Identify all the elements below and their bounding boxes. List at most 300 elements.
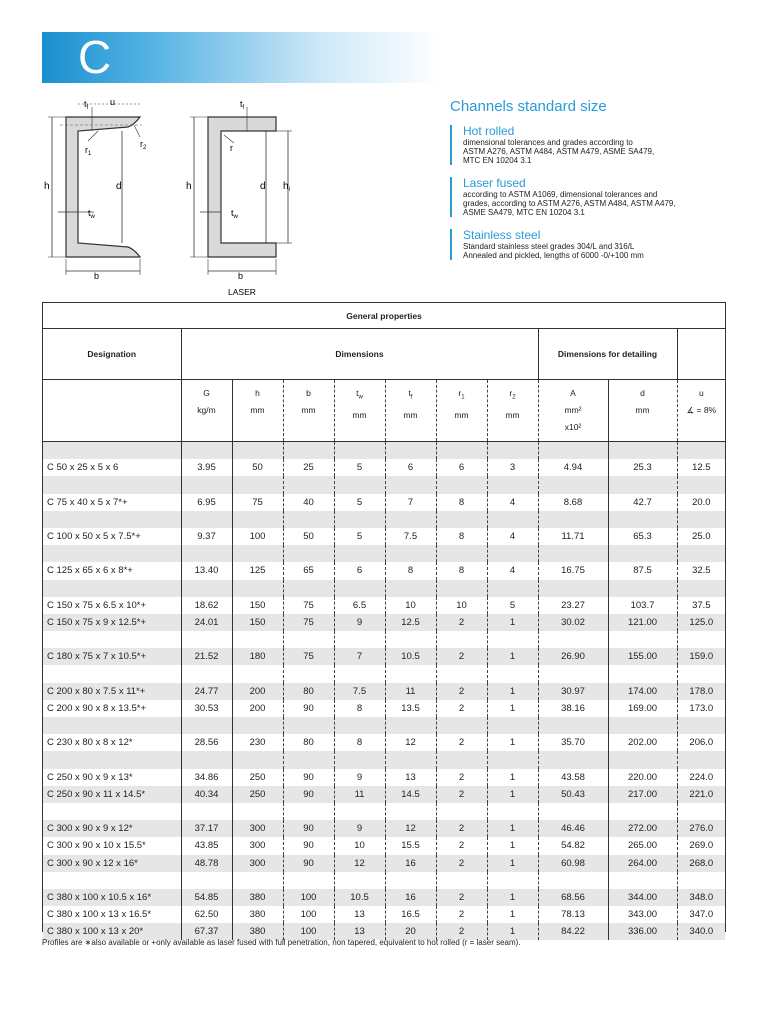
- spacer-cell: [283, 751, 334, 768]
- value-cell: 54.82: [538, 837, 608, 854]
- hot-rolled-profile-shape: [66, 117, 140, 257]
- spacer-cell: [232, 545, 283, 562]
- value-cell: 13: [385, 769, 436, 786]
- value-cell: 16: [385, 889, 436, 906]
- spacer-cell: [677, 717, 725, 734]
- value-cell: 38.16: [538, 700, 608, 717]
- value-cell: 155.00: [608, 648, 677, 665]
- label-d-left: d: [116, 181, 122, 192]
- designation-cell: C 200 x 90 x 8 x 13.5*+: [47, 702, 147, 714]
- info-block: [450, 125, 740, 165]
- info-block-heading: Stainless steel: [463, 228, 541, 242]
- value-cell: 343.00: [608, 906, 677, 923]
- value-cell: 43.85: [181, 837, 232, 854]
- value-cell: 16: [385, 855, 436, 872]
- spacer-cell: [43, 665, 181, 682]
- spacer-cell: [487, 717, 538, 734]
- designation-header: Designation: [43, 329, 181, 380]
- label-tf-left: $t_f$: [84, 99, 89, 111]
- spacer-cell: [385, 631, 436, 648]
- spacer-cell: [334, 631, 385, 648]
- value-cell: 150: [232, 597, 283, 614]
- unit-label: kg/m: [197, 405, 216, 415]
- spacer-cell: [538, 476, 608, 493]
- spacer-cell: [487, 803, 538, 820]
- label-r-right: r: [230, 143, 233, 153]
- value-cell: 276.0: [677, 820, 725, 837]
- spacer-cell: [677, 665, 725, 682]
- table-row: [43, 528, 725, 545]
- value-cell: 2: [436, 837, 487, 854]
- spacer-cell: [538, 751, 608, 768]
- value-cell: 10: [436, 597, 487, 614]
- spacer-row: [43, 580, 725, 597]
- value-cell: 62.50: [181, 906, 232, 923]
- designation-cell: C 150 x 75 x 6.5 x 10*+: [47, 599, 147, 611]
- info-block-line: MTC EN 10204 3.1: [463, 156, 532, 165]
- unit-header-cell: [181, 380, 232, 442]
- info-block-heading: Laser fused: [463, 176, 526, 190]
- spacer-cell: [436, 545, 487, 562]
- spacer-cell: [608, 631, 677, 648]
- label-r1: $r_1$: [85, 145, 92, 157]
- value-cell: 4.94: [538, 459, 608, 476]
- value-cell: 20: [385, 923, 436, 940]
- value-cell: 206.0: [677, 734, 725, 751]
- value-cell: 9: [334, 769, 385, 786]
- designation-cell: C 300 x 90 x 10 x 15.5*: [47, 840, 146, 852]
- value-cell: 348.0: [677, 889, 725, 906]
- spacer-row: [43, 511, 725, 528]
- spacer-cell: [436, 751, 487, 768]
- label-hi-right: $h_i$: [283, 181, 290, 193]
- spacer-cell: [181, 803, 232, 820]
- spacer-cell: [677, 511, 725, 528]
- spacer-cell: [43, 717, 181, 734]
- value-cell: 43.58: [538, 769, 608, 786]
- table-row: [43, 700, 725, 717]
- spacer-cell: [677, 631, 725, 648]
- spacer-cell: [677, 803, 725, 820]
- section-letter: C: [78, 31, 112, 83]
- units-row: [43, 380, 725, 442]
- value-cell: 12.5: [385, 614, 436, 631]
- spacer-cell: [385, 476, 436, 493]
- info-block-line: Annealed and pickled, lengths of 6000 -0/+100 mm: [463, 251, 644, 260]
- value-cell: 5: [334, 528, 385, 545]
- spacer-cell: [43, 803, 181, 820]
- value-cell: 230: [232, 734, 283, 751]
- unit-symbol: $t_w$: [356, 388, 363, 401]
- spacer-row: [43, 751, 725, 768]
- unit-symbol: h: [255, 388, 260, 398]
- value-cell: 7.5: [385, 528, 436, 545]
- value-cell: 30.02: [538, 614, 608, 631]
- spacer-cell: [232, 580, 283, 597]
- label-r2: $r_2$: [140, 139, 147, 151]
- unit-symbol: d: [640, 388, 645, 398]
- designation-cell: C 250 x 90 x 11 x 14.5*: [43, 786, 181, 803]
- value-cell: 37.5: [677, 597, 725, 614]
- value-cell: 220.00: [608, 769, 677, 786]
- value-cell: 1: [487, 820, 538, 837]
- value-cell: 11.71: [538, 528, 608, 545]
- value-cell: 42.7: [608, 494, 677, 511]
- spacer-cell: [487, 545, 538, 562]
- spacer-cell: [487, 872, 538, 889]
- value-cell: 2: [436, 683, 487, 700]
- value-cell: 11: [334, 786, 385, 803]
- designation-cell: C 100 x 50 x 5 x 7.5*+: [47, 531, 141, 543]
- value-cell: 1: [487, 683, 538, 700]
- spacer-cell: [436, 580, 487, 597]
- spacer-cell: [385, 442, 436, 460]
- label-tf-right: $t_f$: [240, 99, 245, 111]
- spacer-cell: [334, 665, 385, 682]
- spacer-cell: [608, 717, 677, 734]
- value-cell: 2: [436, 700, 487, 717]
- value-cell: 18.62: [181, 597, 232, 614]
- value-cell: 6: [436, 459, 487, 476]
- value-cell: 1: [487, 734, 538, 751]
- value-cell: 16.75: [538, 562, 608, 579]
- value-cell: 1: [487, 855, 538, 872]
- value-cell: 100: [283, 923, 334, 940]
- value-cell: 344.00: [608, 889, 677, 906]
- value-cell: 65.3: [608, 528, 677, 545]
- value-cell: 75: [232, 494, 283, 511]
- value-cell: 8.68: [538, 494, 608, 511]
- properties-table: [43, 303, 725, 940]
- spacer-cell: [232, 872, 283, 889]
- value-cell: 3.95: [181, 459, 232, 476]
- value-cell: 2: [436, 786, 487, 803]
- spacer-row: [43, 476, 725, 493]
- value-cell: 15.5: [385, 837, 436, 854]
- spacer-cell: [608, 872, 677, 889]
- table-row: [43, 734, 725, 751]
- spacer-cell: [283, 442, 334, 460]
- value-cell: 159.0: [677, 648, 725, 665]
- value-cell: 125: [232, 562, 283, 579]
- spacer-cell: [283, 631, 334, 648]
- value-cell: 60.98: [538, 855, 608, 872]
- value-cell: 265.00: [608, 837, 677, 854]
- spacer-cell: [181, 476, 232, 493]
- value-cell: 12: [385, 820, 436, 837]
- value-cell: 5: [334, 459, 385, 476]
- value-cell: 178.0: [677, 683, 725, 700]
- value-cell: 24.01: [181, 614, 232, 631]
- value-cell: 50: [232, 459, 283, 476]
- value-cell: 1: [487, 614, 538, 631]
- value-cell: 269.0: [677, 837, 725, 854]
- spacer-cell: [487, 476, 538, 493]
- info-panel: [450, 98, 740, 272]
- value-cell: 169.00: [608, 700, 677, 717]
- value-cell: 6: [334, 562, 385, 579]
- spacer-cell: [608, 545, 677, 562]
- spacer-cell: [283, 545, 334, 562]
- spacer-row: [43, 665, 725, 682]
- spacer-cell: [436, 665, 487, 682]
- value-cell: 75: [283, 597, 334, 614]
- unit-label: mm: [505, 409, 520, 420]
- spacer-cell: [487, 511, 538, 528]
- value-cell: 2: [436, 923, 487, 940]
- value-cell: 200: [232, 700, 283, 717]
- spacer-cell: [385, 872, 436, 889]
- value-cell: 13.5: [385, 700, 436, 717]
- spacer-cell: [436, 631, 487, 648]
- value-cell: 268.0: [677, 855, 725, 872]
- value-cell: 90: [283, 769, 334, 786]
- spacer-cell: [677, 545, 725, 562]
- value-cell: 6.95: [181, 494, 232, 511]
- value-cell: 8: [385, 562, 436, 579]
- spacer-cell: [436, 872, 487, 889]
- unit-symbol: $r_1$: [458, 388, 465, 401]
- spacer-row: [43, 717, 725, 734]
- value-cell: 300: [232, 855, 283, 872]
- value-cell: 336.00: [608, 923, 677, 940]
- value-cell: 2: [436, 648, 487, 665]
- value-cell: 7: [385, 494, 436, 511]
- spacer-cell: [283, 872, 334, 889]
- value-cell: 13: [334, 906, 385, 923]
- unit-label: mm: [352, 409, 367, 420]
- value-cell: 30.53: [181, 700, 232, 717]
- unit-symbol: b: [306, 388, 311, 398]
- spacer-cell: [334, 580, 385, 597]
- designation-cell: C 380 x 100 x 13 x 16.5*: [47, 909, 152, 921]
- value-cell: 1: [487, 769, 538, 786]
- value-cell: 10: [385, 597, 436, 614]
- spacer-cell: [43, 545, 181, 562]
- info-block-line: Standard stainless steel grades 304/L and 316/L: [463, 242, 635, 251]
- spacer-cell: [334, 803, 385, 820]
- spacer-cell: [283, 665, 334, 682]
- value-cell: 5: [334, 494, 385, 511]
- spacer-cell: [436, 511, 487, 528]
- value-cell: 7: [334, 648, 385, 665]
- spacer-cell: [608, 580, 677, 597]
- spacer-cell: [538, 511, 608, 528]
- value-cell: 1: [487, 700, 538, 717]
- designation-cell: C 180 x 75 x 7 x 10.5*+: [43, 648, 181, 665]
- spacer-cell: [385, 665, 436, 682]
- spacer-cell: [232, 665, 283, 682]
- value-cell: 90: [283, 855, 334, 872]
- value-cell: 2: [436, 855, 487, 872]
- table-row: [43, 820, 725, 837]
- designation-cell: C 300 x 90 x 12 x 16*: [43, 855, 181, 872]
- value-cell: 221.0: [677, 786, 725, 803]
- value-cell: 4: [487, 494, 538, 511]
- value-cell: 200: [232, 683, 283, 700]
- spacer-cell: [232, 751, 283, 768]
- spacer-cell: [487, 665, 538, 682]
- label-u: u: [110, 97, 116, 107]
- spacer-cell: [436, 442, 487, 460]
- unit-label: mm²: [564, 405, 582, 415]
- spacer-row: [43, 631, 725, 648]
- spacer-cell: [487, 580, 538, 597]
- spacer-cell: [538, 665, 608, 682]
- unit-header-cell: [487, 380, 538, 442]
- unit-symbol: u: [698, 388, 704, 398]
- spacer-cell: [181, 631, 232, 648]
- value-cell: 84.22: [538, 923, 608, 940]
- value-cell: 87.5: [608, 562, 677, 579]
- spacer-cell: [181, 580, 232, 597]
- spacer-cell: [232, 476, 283, 493]
- value-cell: 174.00: [608, 683, 677, 700]
- spacer-cell: [43, 511, 181, 528]
- label-d-right: d: [260, 181, 266, 192]
- value-cell: 100: [232, 528, 283, 545]
- spacer-cell: [181, 872, 232, 889]
- value-cell: 300: [232, 837, 283, 854]
- value-cell: 100: [283, 906, 334, 923]
- spacer-cell: [677, 751, 725, 768]
- spacer-cell: [538, 442, 608, 460]
- value-cell: 103.7: [608, 597, 677, 614]
- spacer-cell: [487, 751, 538, 768]
- designation-cell: C 200 x 80 x 7.5 x 11*+: [43, 683, 181, 700]
- value-cell: 50.43: [538, 786, 608, 803]
- info-block: [450, 229, 740, 260]
- value-cell: 13.40: [181, 562, 232, 579]
- info-title: Channels standard size: [450, 98, 607, 115]
- value-cell: 75: [283, 614, 334, 631]
- value-cell: 67.37: [181, 923, 232, 940]
- value-cell: 1: [487, 906, 538, 923]
- unit-label: mm: [250, 405, 265, 415]
- spacer-cell: [43, 631, 181, 648]
- designation-cell: C 300 x 90 x 9 x 12*: [43, 820, 181, 837]
- value-cell: 250: [232, 786, 283, 803]
- table-row: [43, 786, 725, 803]
- info-blocks: [450, 125, 740, 260]
- spacer-cell: [43, 751, 181, 768]
- general-properties-header: General properties: [43, 303, 725, 329]
- value-cell: 2: [436, 820, 487, 837]
- spacer-cell: [283, 803, 334, 820]
- unit-header-cell: [436, 380, 487, 442]
- unit-label: mm: [635, 405, 650, 415]
- spacer-cell: [385, 717, 436, 734]
- value-cell: 9: [334, 820, 385, 837]
- value-cell: 12: [385, 734, 436, 751]
- unit-header-cell: [334, 380, 385, 442]
- spacer-row: [43, 442, 725, 460]
- value-cell: 40: [283, 494, 334, 511]
- spacer-cell: [608, 442, 677, 460]
- value-cell: 224.0: [677, 769, 725, 786]
- value-cell: 6: [385, 459, 436, 476]
- value-cell: 121.00: [608, 614, 677, 631]
- spacer-cell: [283, 476, 334, 493]
- spacer-cell: [232, 511, 283, 528]
- table-row: [43, 459, 725, 476]
- designation-cell: C 50 x 25 x 5 x 6: [47, 462, 119, 474]
- spacer-cell: [538, 631, 608, 648]
- spacer-cell: [232, 631, 283, 648]
- spacer-row: [43, 803, 725, 820]
- value-cell: 2: [436, 906, 487, 923]
- spacer-cell: [385, 545, 436, 562]
- spacer-cell: [283, 580, 334, 597]
- footnote: Profiles are ∗also available or +only available as laser fused with full penetration, non tapered, equivalent to hot rolled (r = laser seam).: [42, 938, 521, 947]
- spacer-cell: [232, 803, 283, 820]
- unit-multiplier: x10²: [564, 422, 582, 432]
- unit-label: mm: [454, 409, 469, 420]
- spacer-cell: [181, 545, 232, 562]
- value-cell: 14.5: [385, 786, 436, 803]
- value-cell: 21.52: [181, 648, 232, 665]
- spacer-cell: [43, 442, 181, 460]
- value-cell: 8: [436, 528, 487, 545]
- value-cell: 2: [436, 614, 487, 631]
- value-cell: 23.27: [538, 597, 608, 614]
- spacer-cell: [436, 717, 487, 734]
- value-cell: 1: [487, 889, 538, 906]
- value-cell: 90: [283, 837, 334, 854]
- value-cell: 10.5: [385, 648, 436, 665]
- value-cell: 6.5: [334, 597, 385, 614]
- label-tw-left: $t_w$: [88, 208, 95, 220]
- spacer-cell: [677, 580, 725, 597]
- designation-cell: C 125 x 65 x 6 x 8*+: [47, 565, 133, 577]
- value-cell: 32.5: [677, 562, 725, 579]
- spacer-cell: [385, 803, 436, 820]
- value-cell: 380: [232, 923, 283, 940]
- value-cell: 48.78: [181, 855, 232, 872]
- info-block-line: ASTM A276, ASTM A484, ASTM A479, ASME SA479,: [463, 147, 655, 156]
- value-cell: 4: [487, 562, 538, 579]
- table-row: [43, 562, 725, 579]
- value-cell: 12: [334, 855, 385, 872]
- spacer-cell: [334, 751, 385, 768]
- value-cell: 2: [436, 769, 487, 786]
- laser-caption: LASER: [228, 287, 256, 297]
- value-cell: 1: [487, 648, 538, 665]
- designation-cell: C 75 x 40 x 5 x 7*+: [47, 496, 128, 508]
- value-cell: 46.46: [538, 820, 608, 837]
- value-cell: 13: [334, 923, 385, 940]
- spacer-cell: [436, 476, 487, 493]
- value-cell: 65: [283, 562, 334, 579]
- spacer-cell: [608, 751, 677, 768]
- value-cell: 9.37: [181, 528, 232, 545]
- spacer-cell: [181, 442, 232, 460]
- value-cell: 25: [283, 459, 334, 476]
- info-block-line: dimensional tolerances and grades according to: [463, 138, 633, 147]
- value-cell: 217.00: [608, 786, 677, 803]
- spacer-cell: [487, 442, 538, 460]
- label-h-right: h: [186, 181, 192, 192]
- spacer-cell: [385, 751, 436, 768]
- value-cell: 380: [232, 889, 283, 906]
- unit-header-cell: [608, 380, 677, 442]
- value-cell: 250: [232, 769, 283, 786]
- spacer-cell: [677, 476, 725, 493]
- spacer-cell: [385, 511, 436, 528]
- value-cell: 40.34: [181, 786, 232, 803]
- table-row: [43, 906, 725, 923]
- value-cell: 12.5: [677, 459, 725, 476]
